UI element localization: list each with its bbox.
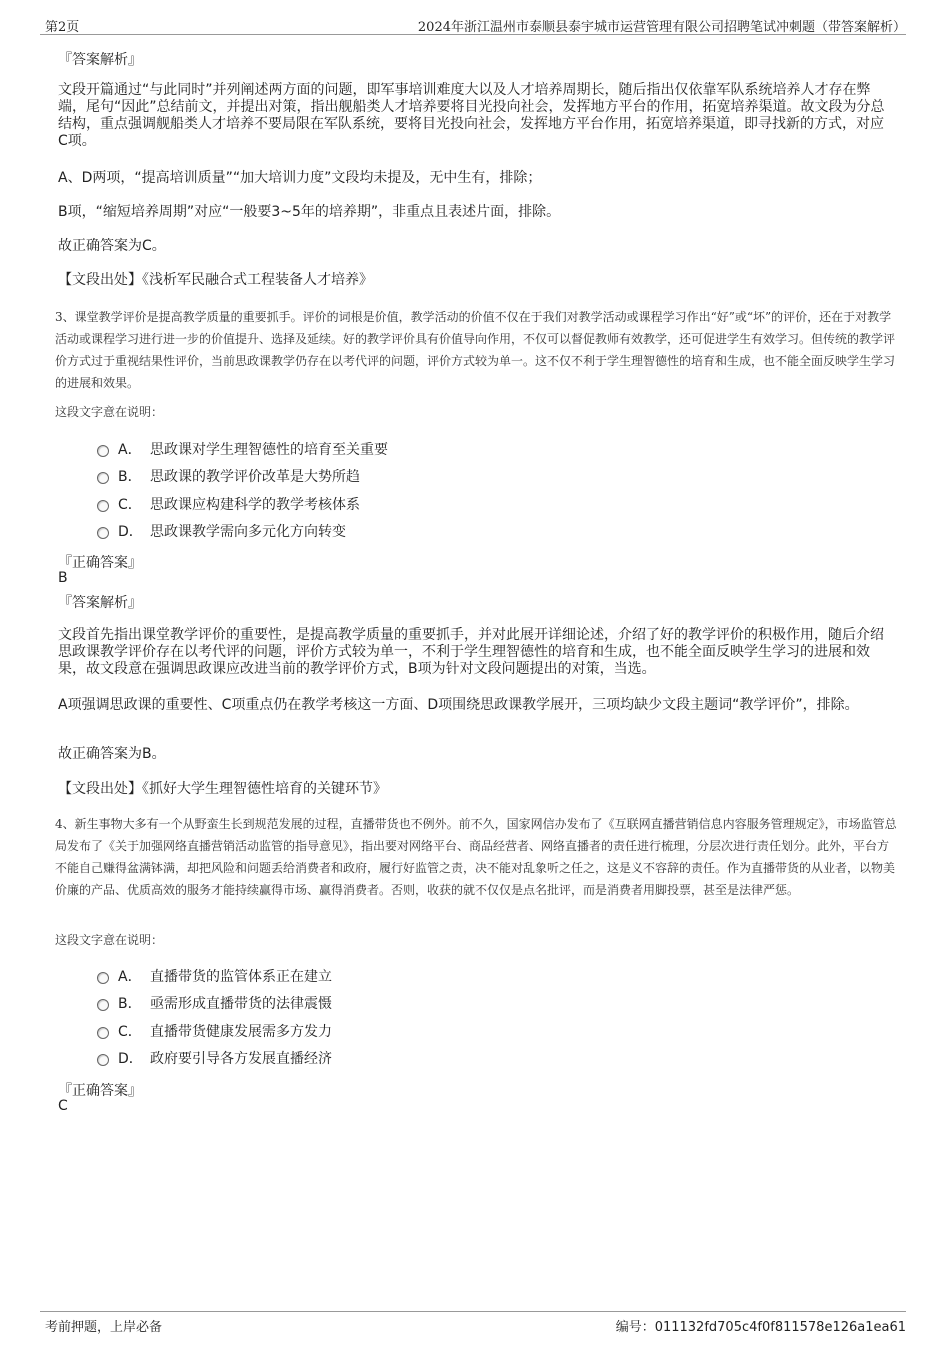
analysis-paragraph: A、D两项，“提高培训质量”“加大培训力度”文段均未提及，无中生有，排除；	[58, 170, 542, 186]
question-prompt: 这段文字意在说明：	[55, 933, 164, 947]
option-b[interactable]: B． 思政课的教学评价改革是大势所趋	[97, 466, 360, 486]
analysis-paragraph: 文段首先指出课堂教学评价的重要性，是提高教学质量的重要抓手，并对此展开详细论述，介绍了好的教学评价的积极作用，随后介绍思政课教学评价存在以考代评的问题，评价方式较为单一，不利于学生理智德性的培育和生成，也不能全面反映学生学习的进展和效果，故文段意在强调思政课应改进当前的教学评价方式，B项为针对文段问题提出的对策，当选。	[58, 627, 884, 677]
question-prompt: 这段文字意在说明：	[55, 405, 164, 419]
option-a[interactable]: A． 思政课对学生理智德性的培育至关重要	[97, 439, 388, 459]
document-id: 编号：011132fd705c4f0f811578e126a1ea61	[615, 1320, 906, 1335]
correct-answer: B	[58, 570, 68, 586]
analysis-conclusion: 故正确答案为C。	[58, 238, 166, 254]
analysis-paragraph: 文段开篇通过“与此同时”并列阐述两方面的问题，即军事培训难度大以及人才培养周期长，随后指出仅依靠军队系统培养人才存在弊端，尾句“因此”总结前文，并提出对策，指出舰船类人才培养要将目光投向社会，发挥地方平台的作用，拓宽培养渠道。故文段为分总结构，重点强调舰船类人才培养不要局限在军队系统，要将目光投向社会，发挥地方平台作用，拓宽培养渠道，即寻找新的方式，对应C项。	[58, 82, 885, 149]
source-citation: 【文段出处】《抓好大学生理智德性培育的关键环节》	[58, 781, 387, 797]
correct-answer-label: 『正确答案』	[58, 555, 142, 571]
option-d[interactable]: D． 政府要引导各方发展直播经济	[97, 1048, 332, 1068]
radio-icon[interactable]	[97, 500, 109, 512]
radio-icon[interactable]	[97, 999, 109, 1011]
analysis-label: 『答案解析』	[58, 595, 142, 611]
page-number: 第2页	[45, 20, 80, 35]
page-footer	[40, 1311, 906, 1336]
analysis-paragraph: A项强调思政课的重要性、C项重点仍在教学考核这一方面、D项围绕思政课教学展开，三项均缺少文段主题词“教学评价”，排除。	[58, 697, 859, 713]
correct-answer: C	[58, 1098, 68, 1114]
option-b[interactable]: B． 亟需形成直播带货的法律震慑	[97, 993, 332, 1013]
option-c[interactable]: C． 思政课应构建科学的教学考核体系	[97, 494, 360, 514]
analysis-label: 『答案解析』	[58, 52, 142, 68]
source-citation: 【文段出处】《浅析军民融合式工程装备人才培养》	[58, 272, 373, 288]
analysis-conclusion: 故正确答案为B。	[58, 746, 166, 762]
correct-answer-label: 『正确答案』	[58, 1083, 142, 1099]
option-a[interactable]: A． 直播带货的监管体系正在建立	[97, 966, 332, 986]
radio-icon[interactable]	[97, 472, 109, 484]
radio-icon[interactable]	[97, 1054, 109, 1066]
page-header	[40, 14, 906, 35]
analysis-paragraph: B项，“缩短培养周期”对应“一般要3~5年的培养期”，非重点且表述片面，排除。	[58, 204, 561, 220]
document-title: 2024年浙江温州市泰顺县泰宇城市运营管理有限公司招聘笔试冲刺题（带答案解析）	[417, 20, 906, 35]
radio-icon[interactable]	[97, 527, 109, 539]
option-c[interactable]: C． 直播带货健康发展需多方发力	[97, 1021, 332, 1041]
footer-slogan: 考前押题，上岸必备	[45, 1320, 163, 1335]
radio-icon[interactable]	[97, 445, 109, 457]
question-text: 3、课堂教学评价是提高教学质量的重要抓手。评价的词根是价值，教学活动的价值不仅在于我们对教学活动或课程学习作出“好”或“坏”的评价，还在于对教学活动或课程学习进行进一步的价值提升、选择及延续。好的教学评价具有价值导向作用，不仅可以督促教师有效教学，还可促进学生有效学习。但传统的教学评价方式过于重视结果性评价，当前思政课教学仍存在以考代评的问题，评价方式较为单一。这不仅不利于学生理智德性的培育和生成，也不能全面反映学生学习的进展和效果。	[55, 310, 896, 390]
radio-icon[interactable]	[97, 1027, 109, 1039]
option-d[interactable]: D． 思政课教学需向多元化方向转变	[97, 521, 346, 541]
radio-icon[interactable]	[97, 972, 109, 984]
question-text: 4、新生事物大多有一个从野蛮生长到规范发展的过程，直播带货也不例外。前不久，国家网信办发布了《互联网直播营销信息内容服务管理规定》，市场监管总局发布了《关于加强网络直播营销活动监管的指导意见》，指出要对网络平台、商品经营者、网络直播者的责任进行梳理，分层次进行责任划分。此外，平台方不能自己赚得盆满钵满，却把风险和问题丢给消费者和政府，履行好监管之责，决不能对乱象听之任之，这是义不容辞的责任。作为直播带货的从业者，以物美价廉的产品、优质高效的服务才能持续赢得市场、赢得消费者。否则，收获的就不仅仅是点名批评，而是消费者用脚投票，甚至是法律严惩。	[55, 817, 897, 897]
